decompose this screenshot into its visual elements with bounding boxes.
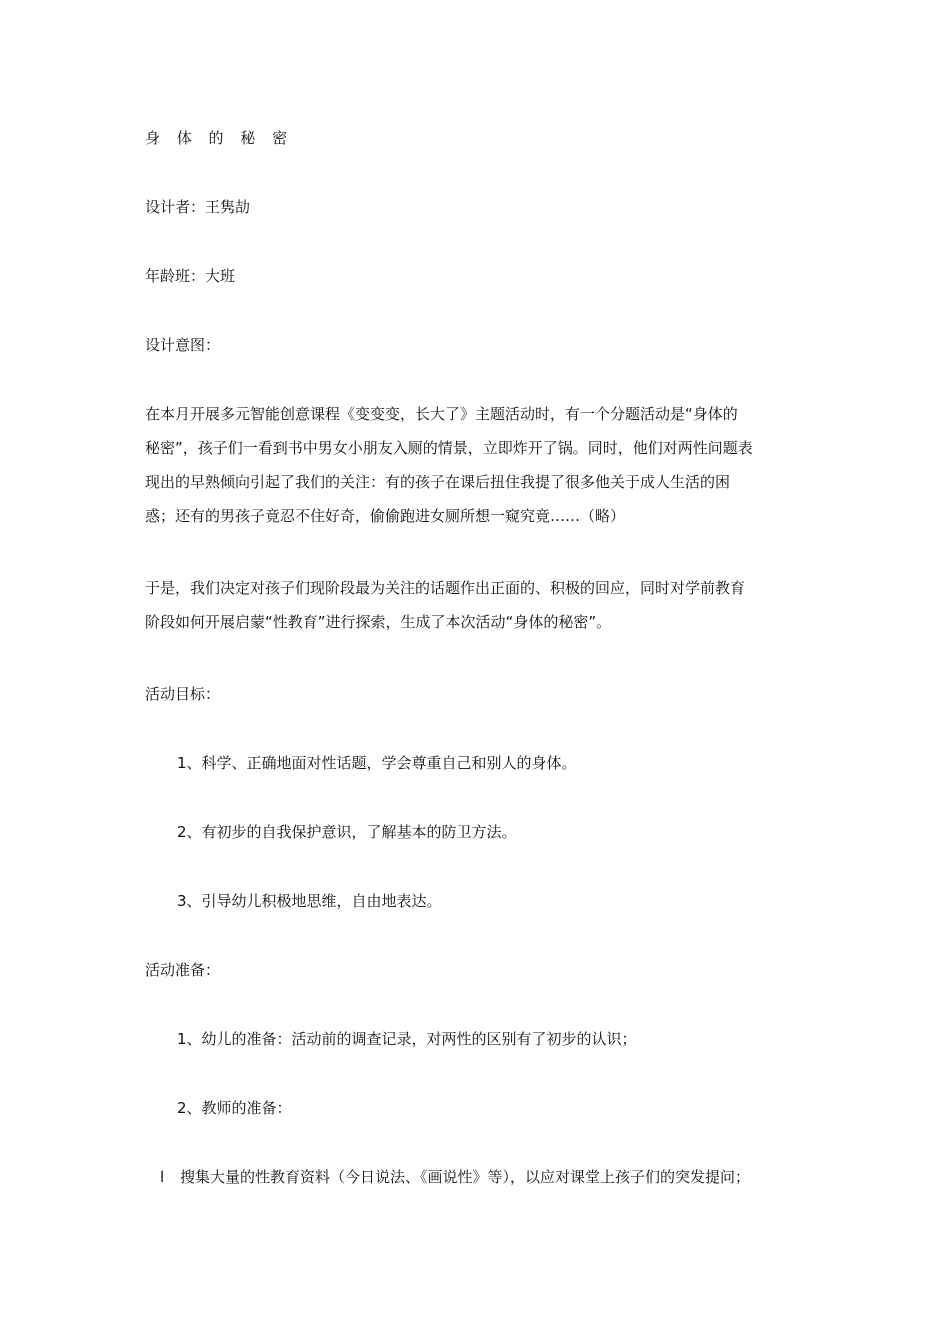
paragraph-line: 秘密”，孩子们一看到书中男女小朋友入厕的情景，立即炸开了锅。同时，他们对两性问题表 [145,439,753,457]
paragraph-line: 惑；还有的男孩子竟忍不住好奇，偷偷跑进女厕所想一窥究竟……（略） [145,507,626,525]
document-title: 身 体 的 秘 密 [145,129,294,147]
bullet-item [160,1166,750,1188]
prep-item: 2、教师的准备： [177,1099,292,1117]
intent-paragraph-2 [145,571,815,639]
age-class-line: 年龄班：大班 [145,267,236,285]
intent-heading: 设计意图： [145,336,221,354]
goal-item: 3、引导幼儿积极地思维，自由地表达。 [177,892,442,910]
goals-heading: 活动目标： [145,685,221,703]
paragraph-line: 阶段如何开展启蒙“性教育”进行探索，生成了本次活动“身体的秘密”。 [145,613,612,631]
bullet-mark: l [160,1168,165,1186]
prep-item: 1、幼儿的准备：活动前的调查记录，对两性的区别有了初步的认识； [177,1030,637,1048]
paragraph-line: 在本月开展多元智能创意课程《变变变，长大了》主题活动时，有一个分题活动是“身体的 [145,405,738,423]
goal-item: 2、有初步的自我保护意识，了解基本的防卫方法。 [177,823,517,841]
paragraph-line: 于是，我们决定对孩子们现阶段最为关注的话题作出正面的、积极的回应，同时对学前教育 [145,579,746,597]
paragraph-line: 现出的早熟倾向引起了我们的关注：有的孩子在课后扭住我提了很多他关于成人生活的困 [145,473,731,491]
intent-paragraph-1 [145,397,815,533]
bullet-text: 搜集大量的性教育资料（今日说法、《画说性》等），以应对课堂上孩子们的突发提问； [180,1168,751,1186]
designer-line: 设计者：王隽劼 [145,198,251,216]
prep-heading: 活动准备： [145,961,221,979]
goal-item: 1、科学、正确地面对性话题，学会尊重自己和别人的身体。 [177,754,577,772]
